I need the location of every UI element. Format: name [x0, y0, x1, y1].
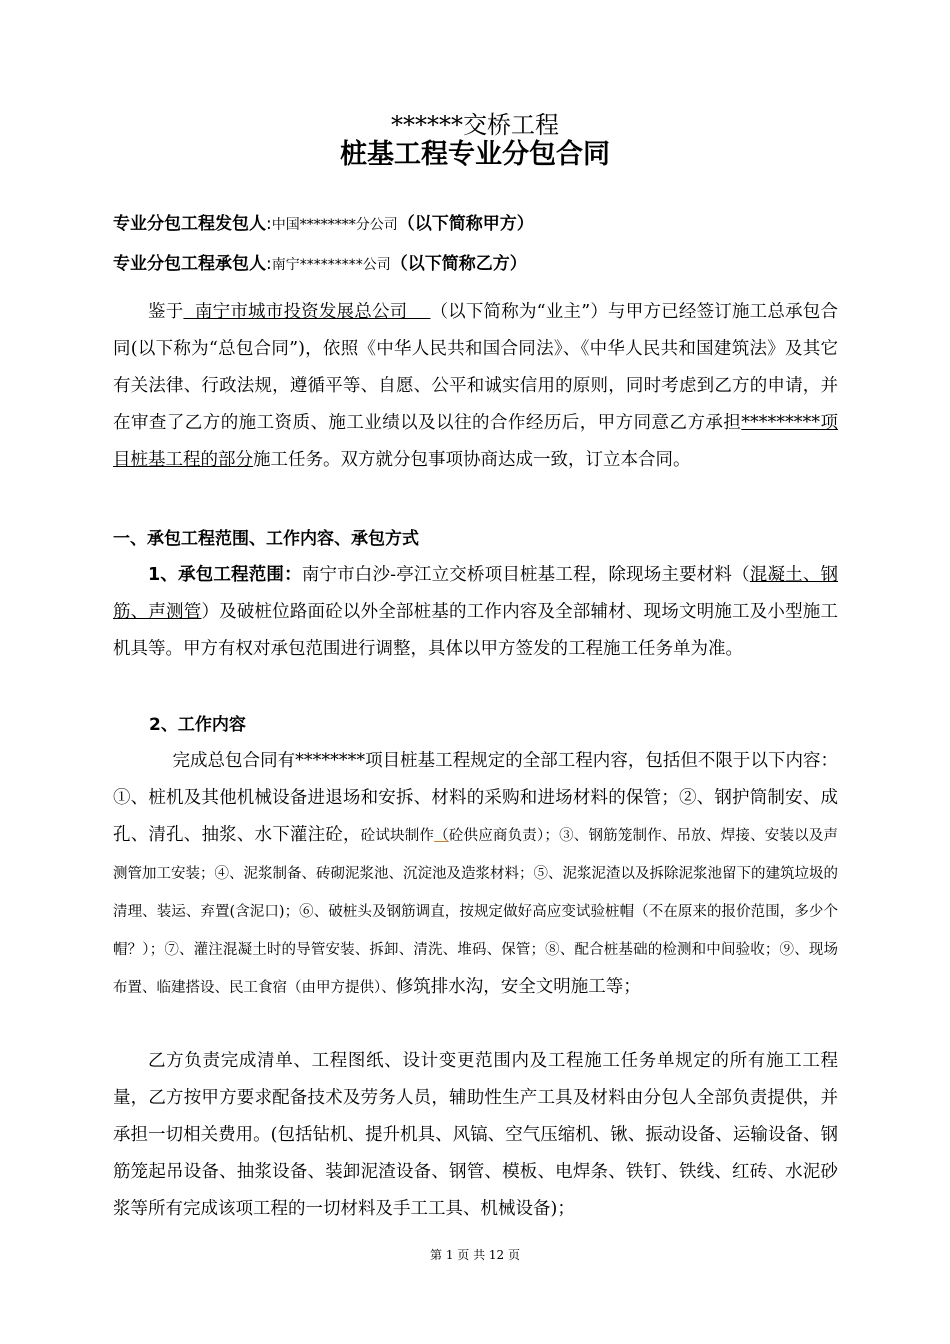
preamble-text-b: （以下简称为“业主”）与甲方已经签订施工总承包合同(以下称为“总包合同”)，依照《中华人民共和国合同法》、《中华人民共和国建筑法》及其它有关法律、行政法规，遵循平等、自愿、公平和诚实信用的原则，同时考虑到乙方的申请，并在审查了乙方的施工资质、施工业绩以及以往的合作经历后，甲方同意乙方承担 — [113, 302, 838, 433]
section-1-heading: 一、承包工程范围、工作内容、承包方式 — [113, 529, 419, 549]
contractor-line — [113, 252, 527, 277]
employer-line — [113, 212, 534, 237]
contractor-note: （以下简称乙方） — [390, 254, 527, 274]
responsibility-paragraph — [113, 1043, 838, 1228]
contract-title: 桩基工程专业分包合同 — [340, 139, 610, 170]
contractor-value: 南宁*********公司 — [271, 257, 391, 273]
project-subtitle: ******交桥工程 — [391, 111, 559, 139]
scope-label: 1、承包工程范围： — [148, 565, 302, 585]
preamble-text-a: 鉴于 — [148, 302, 184, 322]
work-content-paragraph — [113, 743, 838, 1007]
project-name: *********项目桩基工程的部分 — [113, 413, 838, 470]
employer-colon: : — [266, 214, 272, 234]
work-text-small-paren: （ — [434, 828, 449, 844]
page-footer: 第 1 页 共 12 页 — [430, 1248, 520, 1262]
owner-name: 南宁市城市投资发展总公司 — [183, 302, 431, 322]
work-text-b: 修筑排水沟，安全文明施工等； — [395, 977, 641, 997]
employer-note: （以下简称甲方） — [397, 214, 534, 234]
scope-materials: 混凝土、钢筋、声测管 — [113, 565, 839, 622]
preamble-text-c: 施工任务。双方就分包事项协商达成一致，订立本合同。 — [253, 450, 691, 470]
work-text-a: 完成总包合同有********项目桩基工程规定的全部工程内容，包括但不限于以下内容：①、桩机及其他机械设备进退场和安拆、材料的采购和进场材料的保管；②、钢护筒制安、成孔、清孔、抽浆、水下灌注砼， — [113, 751, 838, 845]
scope-text-b: ）及破桩位路面砼以外全部桩基的工作内容及全部辅材、现场文明施工及小型施工机具等。甲方有权对承包范围进行调整，具体以甲方签发的工程施工任务单为准。 — [113, 602, 838, 659]
work-content-heading: 2、工作内容 — [149, 715, 246, 735]
preamble-paragraph — [113, 294, 838, 479]
scope-text-a: 南宁市白沙-亭江立交桥项目桩基工程，除现场主要材料（ — [301, 565, 750, 585]
contractor-label: 专业分包工程承包人 — [113, 254, 266, 274]
work-text-small-a: 砼试块制作 — [360, 828, 435, 844]
employer-label: 专业分包工程发包人 — [113, 214, 266, 234]
work-text-small-b: 砼供应商负责）；③、钢筋笼制作、吊放、焊接、安装以及声测管加工安装；④、泥浆制备、砖砌泥浆池、沉淀池及造浆材料；⑤、泥浆泥渣以及拆除泥浆池留下的建筑垃圾的清理、装运、弃置(含泥口)；⑥、破桩头及钢筋调直，按规定做好高应变试验桩帽（不在原来的报价范围，多少个帽？）；⑦、灌注混凝土时的导管安装、拆卸、清洗、堆码、保管；⑧、配合桩基础的检测和中间验收；⑨、现场布置、临建搭设、民工食宿（由甲方提供）、 — [113, 828, 839, 996]
employer-value: 中国********分公司 — [271, 217, 398, 233]
scope-paragraph — [113, 557, 838, 668]
contractor-colon: : — [266, 254, 272, 274]
responsibility-text: 乙方负责完成清单、工程图纸、设计变更范围内及工程施工任务单规定的所有施工工程量，乙方按甲方要求配备技术及劳务人员，辅助性生产工具及材料由分包人全部负责提供，并承担一切相关费用。(包括钻机、提升机具、风镐、空气压缩机、锹、振动设备、运输设备、钢筋笼起吊设备、抽浆设备、装卸泥渣设备、钢管、模板、电焊条、铁钉、铁线、红砖、水泥砂浆等所有完成该项工程的一切材料及手工工具、机械设备)； — [113, 1051, 838, 1219]
